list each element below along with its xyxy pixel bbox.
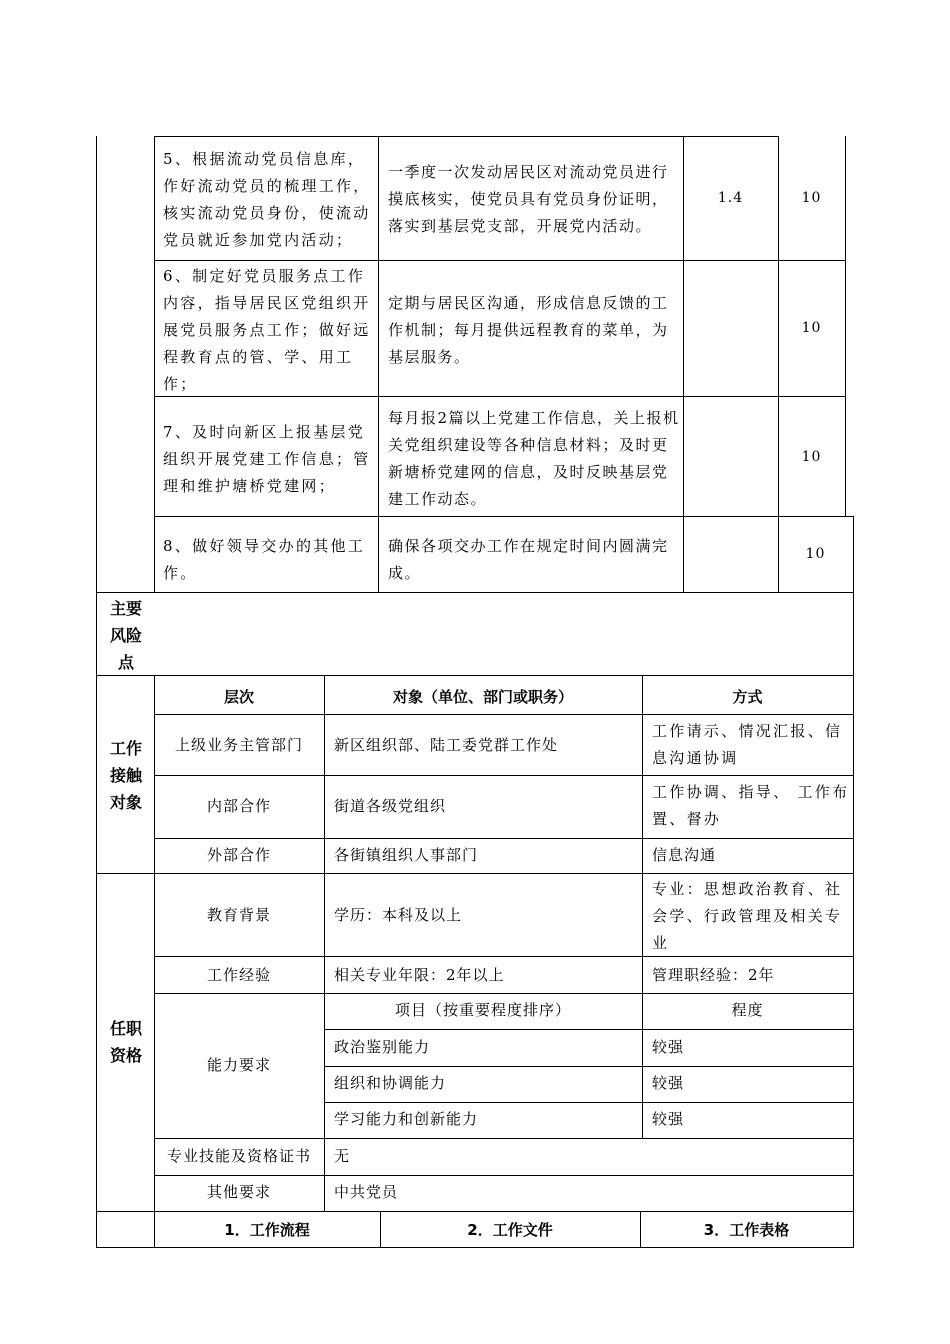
row-line — [154, 1175, 854, 1176]
row-line — [324, 1029, 854, 1030]
contact-method: 信息沟通 — [652, 846, 717, 864]
duty-task: 8、做好领导交办的其他工作。 — [163, 537, 366, 582]
col-line — [853, 516, 854, 1248]
education-major: 专业：思想政治教育、社会学、行政管理及相关专业 — [652, 880, 843, 952]
other-label: 其他要求 — [206, 1183, 271, 1201]
row-line — [154, 775, 854, 776]
row-line — [154, 714, 854, 715]
row-line — [154, 1138, 854, 1139]
row-line — [154, 838, 854, 839]
duty-weight: 10 — [805, 546, 826, 562]
contact-level: 上级业务主管部门 — [174, 736, 303, 754]
col-line — [96, 136, 97, 1248]
duty-standard: 确保各项交办工作在规定时间内圆满完成。 — [388, 537, 669, 582]
duty-task: 7、及时向新区上报基层党组织开展党建工作信息；管理和维护塘桥党建网； — [163, 423, 371, 495]
row-line — [96, 1247, 854, 1248]
contact-object: 各街镇组织人事部门 — [334, 846, 479, 864]
row-line — [324, 1066, 854, 1067]
ability-item: 政治鉴别能力 — [334, 1038, 431, 1056]
contact-method: 工作请示、情况汇报、信息沟通协调 — [652, 722, 843, 767]
row-line — [154, 136, 778, 137]
contact-method: 工作协调、指导、 工作布置、督办 — [652, 783, 850, 828]
duty-task: 6、制定好党员服务点工作内容，指导居民区党组织开展党员服务点工作；做好远程教育点的管、学、用工作； — [163, 267, 371, 393]
row-line — [96, 1211, 854, 1212]
skills-label: 专业技能及资格证书 — [166, 1147, 311, 1165]
ability-item: 组织和协调能力 — [334, 1074, 447, 1092]
col-line — [154, 136, 155, 592]
duty-weight: 10 — [801, 320, 822, 336]
contact-object: 新区组织部、陆工委党群工作处 — [334, 736, 559, 754]
duty-standard: 每月报2篇以上党建工作信息，关上报机关党组织建设等各种信息材料；及时更新塘桥党建网的信息，及时反映基层党建工作动态。 — [388, 409, 680, 508]
education-degree: 学历：本科及以上 — [334, 906, 463, 924]
ability-level: 较强 — [652, 1038, 685, 1056]
duty-weight: 10 — [801, 449, 822, 465]
row-line — [96, 873, 854, 874]
contact-level: 内部合作 — [206, 797, 271, 815]
row-line — [324, 1102, 854, 1103]
education-label: 教育背景 — [206, 906, 271, 924]
ability-item-header: 项目（按重要程度排序） — [394, 1001, 571, 1019]
duty-standard: 一季度一次发动居民区对流动党员进行摸底核实，使党员具有党员身份证明，落实到基层党支部，开展党内活动。 — [388, 163, 669, 235]
experience-label: 工作经验 — [206, 966, 271, 984]
contact-level: 外部合作 — [206, 846, 271, 864]
contacts-label: 工作接触对象 — [109, 739, 142, 812]
contacts-header-object: 对象（单位、部门或职务） — [392, 688, 573, 706]
risk-label: 主要风险点 — [109, 599, 142, 672]
contact-object: 街道各级党组织 — [334, 797, 447, 815]
contacts-header-method: 方式 — [732, 688, 763, 706]
ability-level: 较强 — [652, 1074, 685, 1092]
qualifications-label: 任职资格 — [109, 1019, 142, 1065]
col-line — [845, 136, 846, 516]
col-line — [324, 873, 325, 1211]
ability-level: 较强 — [652, 1110, 685, 1128]
row-line — [154, 260, 845, 261]
row-line — [96, 592, 854, 593]
other-value: 中共党员 — [334, 1183, 399, 1201]
row-line — [154, 516, 854, 517]
ability-item: 学习能力和创新能力 — [334, 1110, 479, 1128]
row-line — [154, 993, 854, 994]
row-line — [96, 675, 854, 676]
col-line — [378, 136, 379, 592]
duty-standard: 定期与居民区沟通，形成信息反馈的工作机制；每月提供远程教育的菜单，为基层服务。 — [388, 294, 669, 366]
duty-weight: 10 — [801, 190, 822, 206]
footer-documents: 2．工作文件 — [467, 1221, 553, 1239]
duty-task: 5、根据流动党员信息库，作好流动党员的梳理工作，核实流动党员身份，使流动党员就近参加党内活动； — [163, 150, 371, 249]
footer-workflow: 1．工作流程 — [224, 1221, 310, 1239]
ability-label: 能力要求 — [206, 1056, 271, 1074]
skills-value: 无 — [334, 1147, 351, 1165]
contacts-header-level: 层次 — [223, 688, 254, 706]
experience-management: 管理职经验：2年 — [652, 966, 775, 984]
experience-years: 相关专业年限：2年以上 — [334, 966, 505, 984]
ability-degree-header: 程度 — [731, 1001, 764, 1019]
duty-time: 1.4 — [717, 190, 744, 206]
footer-forms: 3．工作表格 — [703, 1221, 790, 1239]
